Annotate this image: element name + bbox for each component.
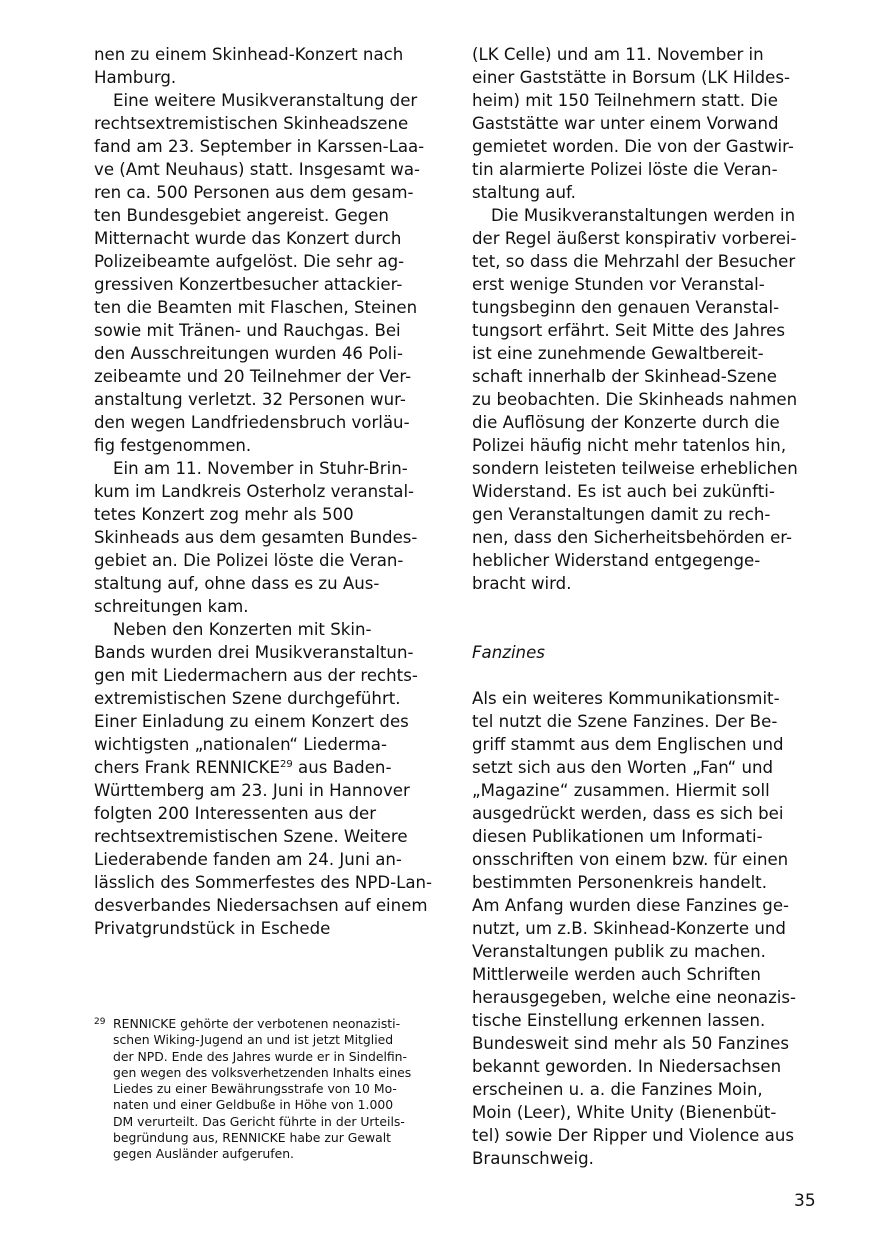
text-line: Mitternacht wurde das Konzert durch — [94, 229, 402, 248]
text-line: rechtsextremistischen Szene. Weitere — [94, 827, 408, 846]
paragraph — [94, 457, 438, 618]
text-line: gemietet worden. Die von der Gastwir- — [472, 137, 794, 156]
text-line: erst wenige Stunden vor Veranstal- — [472, 275, 765, 294]
footnote-line: schen Wiking-Jugend an und ist jetzt Mitglied — [113, 1032, 394, 1048]
text-line: Die Musikveranstaltungen werden in — [491, 206, 796, 225]
text-line: sondern leisteten teilweise erheblichen — [472, 459, 798, 478]
text-line: zu beobachten. Die Skinheads nahmen — [472, 390, 798, 409]
text-line: Hamburg. — [94, 68, 177, 87]
text-line: gen Veranstaltungen damit zu rech- — [472, 505, 771, 524]
text-line: tungsbeginn den genauen Veranstal- — [472, 298, 780, 317]
text-line: ist eine zunehmende Gewaltbereit- — [472, 344, 764, 363]
text-line: lässlich des Sommerfestes des NPD-Lan- — [94, 873, 433, 892]
spacer — [472, 618, 817, 641]
text-line: bestimmten Personenkreis handelt. — [472, 873, 767, 892]
text-line: Am Anfang wurden diese Fanzines ge- — [472, 896, 790, 915]
ref-line-suffix: aus Baden- — [292, 758, 392, 777]
text-line: tel nutzt die Szene Fanzines. Der Be- — [472, 712, 778, 731]
text-line: ausgedrückt werden, dass es sich bei — [472, 804, 784, 823]
text-line: den wegen Landfriedensbruch vorläu- — [94, 413, 410, 432]
text-line: tungsort erfährt. Seit Mitte des Jahres — [472, 321, 786, 340]
text-line: rechtsextremistischen Skinheadszene — [94, 114, 409, 133]
text-line: tel) sowie Der Ripper und Violence aus — [472, 1126, 794, 1145]
paragraph — [472, 204, 817, 595]
footnote-line: naten und einer Geldbuße in Höhe von 1.000 — [113, 1097, 394, 1113]
text-line: Neben den Konzerten mit Skin- — [113, 620, 372, 639]
text-line: Als ein weiteres Kommunikationsmit- — [472, 689, 780, 708]
text-line: setzt sich aus den Worten „Fan“ und — [472, 758, 774, 777]
text-line: Eine weitere Musikveranstaltung der — [113, 91, 418, 110]
text-line: (LK Celle) und am 11. November in — [472, 45, 764, 64]
text-line: extremistischen Szene durchgeführt. — [94, 689, 401, 708]
footnote-line: gegen Ausländer aufgerufen. — [113, 1146, 294, 1162]
text-line: Polizei häufig nicht mehr tatenlos hin, — [472, 436, 787, 455]
text-line: Skinheads aus dem gesamten Bundes- — [94, 528, 418, 547]
text-line: „Magazine“ zusammen. Hiermit soll — [472, 781, 770, 800]
text-line: Braunschweig. — [472, 1149, 594, 1168]
text-line-with-footnote-ref — [94, 756, 438, 779]
text-line: erscheinen u. a. die Fanzines Moin, — [472, 1080, 763, 1099]
text-line: den Ausschreitungen wurden 46 Poli- — [94, 344, 404, 363]
text-line: Württemberg am 23. Juni in Hannover — [94, 781, 410, 800]
text-line: Ein am 11. November in Stuhr-Brin- — [113, 459, 408, 478]
text-line: Moin (Leer), White Unity (Bienenbüt- — [472, 1103, 777, 1122]
section-heading: Fanzines — [472, 643, 545, 662]
text-line: Privatgrundstück in Eschede — [94, 919, 331, 938]
text-line: gen mit Liedermachern aus der rechts- — [94, 666, 418, 685]
paragraph — [472, 687, 817, 1170]
page-number: 35 — [794, 1191, 816, 1211]
text-line: herausgegeben, welche eine neonazis- — [472, 988, 797, 1007]
spacer — [472, 595, 817, 618]
ref-line-prefix: chers Frank RENNICKE — [94, 758, 281, 777]
text-line: Bundesweit sind mehr als 50 Fanzines — [472, 1034, 790, 1053]
footnote-line: DM verurteilt. Das Gericht führte in der Urteils- — [113, 1113, 405, 1129]
footnote-line: RENNICKE gehörte der verbotenen neonazisti- — [113, 1016, 401, 1031]
text-line: fig festgenommen. — [94, 436, 252, 455]
footnote-line: begründung aus, RENNICKE habe zur Gewalt — [113, 1130, 391, 1146]
text-line: gebiet an. Die Polizei löste die Veran- — [94, 551, 404, 570]
text-line: gressiven Konzertbesucher attackier- — [94, 275, 403, 294]
text-line: ten die Beamten mit Flaschen, Steinen — [94, 298, 418, 317]
text-line: onsschriften von einem bzw. für einen — [472, 850, 789, 869]
text-line: tetes Konzert zog mehr als 500 — [94, 505, 354, 524]
paragraph — [94, 89, 438, 457]
text-line: diesen Publikationen um Informati- — [472, 827, 763, 846]
right-column — [472, 43, 817, 1170]
footnote-line: gen wegen des volksverhetzenden Inhalts eines — [113, 1064, 412, 1080]
text-line: einer Gaststätte in Borsum (LK Hildes- — [472, 68, 790, 87]
footnote — [94, 1016, 444, 1163]
text-line: tet, so dass die Mehrzahl der Besucher — [472, 252, 796, 271]
text-line: Widerstand. Es ist auch bei zukünfti- — [472, 482, 775, 501]
text-line: nutzt, um z.B. Skinhead-Konzerte und — [472, 919, 786, 938]
text-line: desverbandes Niedersachsen auf einem — [94, 896, 428, 915]
paragraph — [94, 618, 438, 940]
footnote-mark: 29 — [94, 1017, 106, 1027]
text-line: bracht wird. — [472, 574, 572, 593]
text-line: Einer Einladung zu einem Konzert des — [94, 712, 409, 731]
text-line: tische Einstellung erkennen lassen. — [472, 1011, 766, 1030]
text-line: nen zu einem Skinhead-Konzert nach — [94, 45, 404, 64]
text-line: Bands wurden drei Musikveranstaltun- — [94, 643, 414, 662]
text-line: fand am 23. September in Karssen-Laa- — [94, 137, 425, 156]
text-line: ren ca. 500 Personen aus dem gesam- — [94, 183, 414, 202]
text-line: schaft innerhalb der Skinhead-Szene — [472, 367, 777, 386]
text-line: Gaststätte war unter einem Vorwand — [472, 114, 779, 133]
text-line: Liederabende fanden am 24. Juni an- — [94, 850, 402, 869]
text-line: der Regel äußerst konspirativ vorberei- — [472, 229, 797, 248]
text-line: staltung auf, ohne dass es zu Aus- — [94, 574, 380, 593]
text-line: griff stammt aus dem Englischen und — [472, 735, 784, 754]
paragraph — [472, 43, 817, 204]
left-column — [94, 43, 438, 940]
text-line: Mittlerweile werden auch Schriften — [472, 965, 761, 984]
text-line: schreitungen kam. — [94, 597, 249, 616]
text-line: heim) mit 150 Teilnehmern statt. Die — [472, 91, 778, 110]
spacer — [472, 664, 817, 687]
footnote-line: Liedes zu einer Bewährungsstrafe von 10 Mo- — [113, 1081, 397, 1097]
text-line: die Auflösung der Konzerte durch die — [472, 413, 780, 432]
text-line: zeibeamte und 20 Teilnehmer der Ver- — [94, 367, 412, 386]
text-line: anstaltung verletzt. 32 Personen wur- — [94, 390, 406, 409]
text-line: ten Bundesgebiet angereist. Gegen — [94, 206, 389, 225]
paragraph — [94, 43, 438, 89]
text-line: folgten 200 Interessenten aus der — [94, 804, 377, 823]
text-line: kum im Landkreis Osterholz veranstal- — [94, 482, 415, 501]
text-line: tin alarmierte Polizei löste die Veran- — [472, 160, 778, 179]
text-line: wichtigsten „nationalen“ Liederma- — [94, 735, 387, 754]
text-line: staltung auf. — [472, 183, 576, 202]
footnote-line: der NPD. Ende des Jahres wurde er in Sindelfin- — [113, 1048, 408, 1064]
text-line: Veranstaltungen publik zu machen. — [472, 942, 766, 961]
footnote-reference[interactable]: 29 — [280, 759, 293, 770]
text-line: bekannt geworden. In Niedersachsen — [472, 1057, 782, 1076]
text-line: nen, dass den Sicherheitsbehörden er- — [472, 528, 793, 547]
text-line: Polizeibeamte aufgelöst. Die sehr ag- — [94, 252, 405, 271]
text-line: ve (Amt Neuhaus) statt. Insgesamt wa- — [94, 160, 420, 179]
text-line: sowie mit Tränen- und Rauchgas. Bei — [94, 321, 401, 340]
text-line: heblicher Widerstand entgegenge- — [472, 551, 761, 570]
